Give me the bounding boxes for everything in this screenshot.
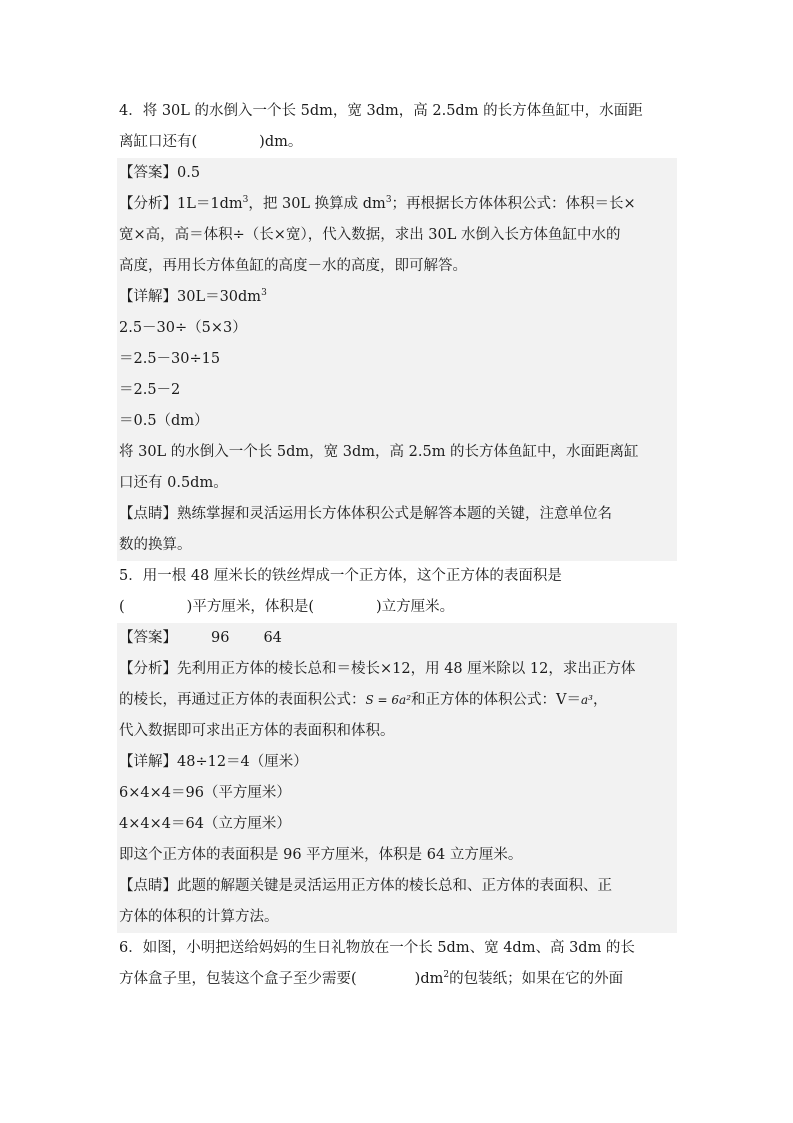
volume-formula: a³ bbox=[581, 693, 593, 707]
comment-line-1: 【点睛】此题的解题关键是灵活运用正方体的棱长总和、正方体的表面积、正 bbox=[119, 878, 612, 894]
detail-line-2: 6×4×4＝96（平方厘米） bbox=[119, 785, 291, 801]
analysis-line-1: 【分析】先利用正方体的棱长总和＝棱长×12，用 48 厘米除以 12，求出正方体 bbox=[119, 661, 636, 677]
question-6-line-2: 方体盒子里，包装这个盒子至少需要( )$dm^2$的包装纸；如果在它的外面 bbox=[119, 970, 624, 987]
analysis-line-2: 宽×高，高＝体积÷（长×宽），代入数据，求出 30L 水倒入长方体鱼缸中水的 bbox=[119, 227, 621, 243]
analysis-line-1: 【分析】$1L=1dm^3$，把 30L 换算成 $dm^3$；再根据长方体体积公式：体积＝长× bbox=[119, 195, 636, 212]
comment-line-1: 【点睛】熟练掌握和灵活运用长方体体积公式是解答本题的关键，注意单位名 bbox=[119, 506, 612, 522]
detail-line-4: ＝2.5－2 bbox=[119, 382, 181, 398]
detail-line-5: ＝0.5（dm） bbox=[119, 413, 209, 429]
question-5 bbox=[117, 561, 677, 623]
question-6 bbox=[117, 933, 677, 995]
answer-value: 0.5 bbox=[177, 165, 201, 181]
answer-line: 【答案】0.5 bbox=[119, 165, 201, 181]
worksheet-page bbox=[117, 96, 677, 995]
analysis-line-3: 代入数据即可求出正方体的表面积和体积。 bbox=[119, 723, 395, 739]
detail-line-3: 4×4×4＝64（立方厘米） bbox=[119, 816, 291, 832]
surface-area-formula: S = 6a² bbox=[365, 693, 412, 707]
comment-line-2: 方体的体积的计算方法。 bbox=[119, 909, 279, 925]
comment-line-2: 数的换算。 bbox=[119, 537, 192, 553]
detail-line-1: 【详解】$30L=30dm^3$ bbox=[119, 288, 267, 305]
answer-value-2: 64 bbox=[263, 630, 282, 646]
question-5-solution bbox=[117, 623, 677, 933]
analysis-line-2: 的棱长，再通过正方体的表面积公式：S = 6a²和正方体的体积公式：V＝a³， bbox=[119, 692, 608, 708]
detail-line-7: 口还有 0.5dm。 bbox=[119, 475, 228, 491]
question-6-line-1: 6．如图，小明把送给妈妈的生日礼物放在一个长 5dm、宽 4dm、高 3dm 的长 bbox=[119, 940, 635, 956]
question-4-line-2: 离缸口还有( )dm。 bbox=[119, 134, 303, 150]
question-4 bbox=[117, 96, 677, 158]
detail-line-6: 将 30L 的水倒入一个长 5dm，宽 3dm，高 2.5m 的长方体鱼缸中，水面距离缸 bbox=[119, 444, 639, 460]
question-4-line-1: 4．将 30L 的水倒入一个长 5dm，宽 3dm，高 2.5dm 的长方体鱼缸中，水面距 bbox=[119, 103, 643, 119]
question-5-line-2: ( )平方厘米，体积是( )立方厘米。 bbox=[119, 599, 455, 615]
analysis-line-3: 高度，再用长方体鱼缸的高度－水的高度，即可解答。 bbox=[119, 258, 467, 274]
detail-line-4: 即这个正方体的表面积是 96 平方厘米，体积是 64 立方厘米。 bbox=[119, 847, 523, 863]
detail-line-3: ＝2.5－30÷15 bbox=[119, 351, 221, 367]
question-5-line-1: 5．用一根 48 厘米长的铁丝焊成一个正方体，这个正方体的表面积是 bbox=[119, 568, 562, 584]
question-4-solution bbox=[117, 158, 677, 561]
answer-value-1: 96 bbox=[211, 630, 230, 646]
detail-line-1: 【详解】48÷12＝4（厘米） bbox=[119, 754, 308, 770]
detail-line-2: 2.5－30÷（5×3） bbox=[119, 320, 247, 336]
answer-line: 【答案】 96 64 bbox=[119, 630, 282, 646]
